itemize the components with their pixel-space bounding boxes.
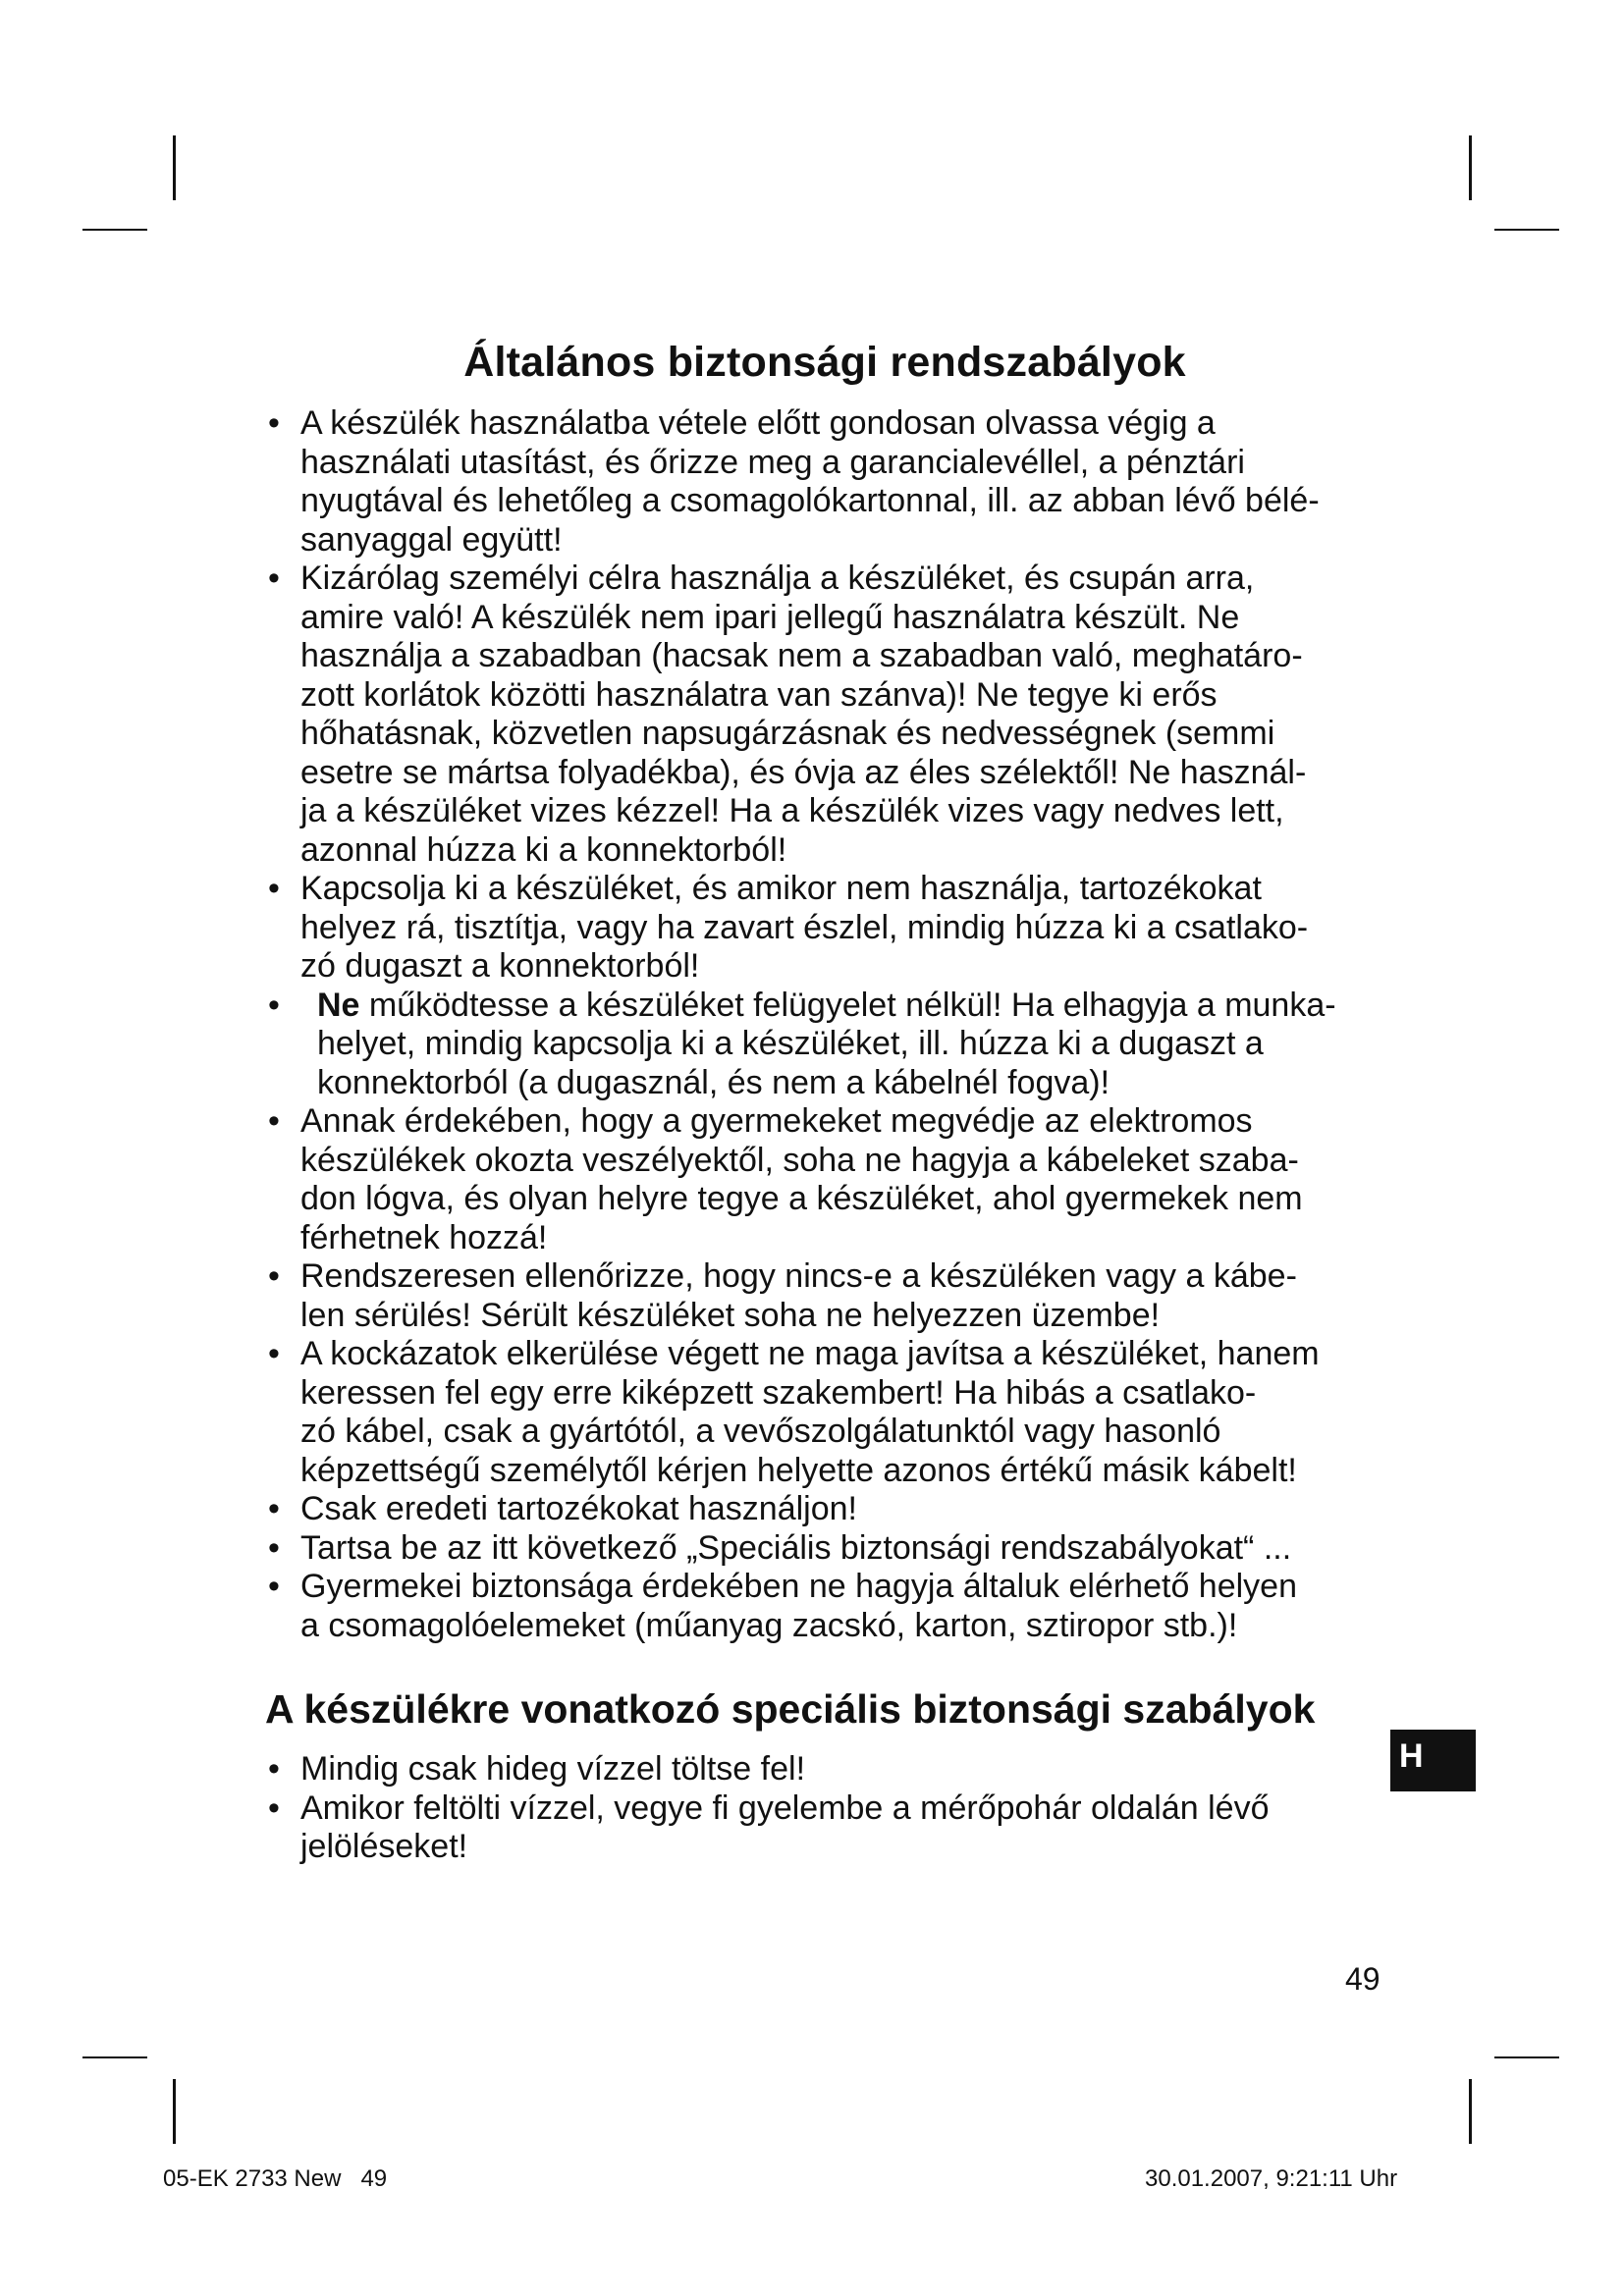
list-item: • Kapcsolja ki a készüléket, és amikor nem használja, tartozékokat helyez rá, tisztítja, vagy ha zavart észlel, mindig húzza ki a csatlako- zó dugaszt a konnektorból! [265, 870, 1384, 987]
special-safety-list [265, 1750, 1384, 1867]
list-item: • Csak eredeti tartozékokat használjon! [265, 1490, 1384, 1529]
general-safety-list [265, 404, 1384, 1645]
bold-lead: Ne [317, 986, 360, 1024]
language-tab-marker: H [1390, 1730, 1476, 1791]
list-item: • A készülék használatba vétele előtt gondosan olvassa végig a használati utasítást, és őrizze meg a garancialevéllel, a pénztári nyugtával és lehetőleg a csomagolókartonnal, ill. az abban lévő bélé- sanyaggal együtt! [265, 404, 1384, 560]
crop-mark [1469, 135, 1472, 200]
crop-mark [82, 229, 147, 231]
page-content [265, 339, 1384, 1867]
list-item: • Mindig csak hideg vízzel töltse fel! [265, 1750, 1384, 1789]
list-item: • A kockázatok elkerülése végett ne maga javítsa a készüléket, hanem keressen fel egy erre kiképzett szakembert! Ha hibás a csatlako- zó kábel, csak a gyártótól, a vevőszolgálatunktól vagy hasonló képzettségű személytől kérjen helyette azonos értékű másik kábelt! [265, 1335, 1384, 1490]
crop-mark [82, 2056, 147, 2058]
crop-mark [1494, 229, 1559, 231]
list-item: • Annak érdekében, hogy a gyermekeket megvédje az elektromos készülékek okozta veszélyektől, soha ne hagyja a kábeleket szaba- don lógva, és olyan helyre tegye a készüléket, ahol gyermekek nem férhetnek hozzá! [265, 1102, 1384, 1257]
section-title-special-safety: A készülékre vonatkozó speciális biztonsági szabályok [265, 1686, 1316, 1732]
crop-mark [173, 2079, 176, 2144]
list-item: • Rendszeresen ellenőrizze, hogy nincs-e a készüléken vagy a kábe- len sérülés! Sérült készüléket soha ne helyezzen üzembe! [265, 1257, 1384, 1335]
crop-mark [1494, 2056, 1559, 2058]
list-item: • Gyermekei biztonsága érdekében ne hagyja általuk elérhető helyen a csomagolóelemeket (műanyag zacskó, karton, sztiropor stb.)! [265, 1568, 1384, 1645]
list-item: • Kizárólag személyi célra használja a készüléket, és csupán arra, amire való! A készülék nem ipari jellegű használatra készült. Ne használja a szabadban (hacsak nem a szabadban való, meghatáro- zott korlátok közötti használatra van szánva)! Ne tegye ki erős hőhatásnak, közvetlen napsugárzásnak és nedvességnek (semmi esetre se mártsa folyadékba), és óvja az éles szélektől! Ne használ- ja a készüléket vizes kézzel! Ha a készülék vizes vagy nedves lett, azonnal húzza ki a konnektorból! [265, 560, 1384, 870]
footer-timestamp: 30.01.2007, 9:21:11 Uhr [1145, 2165, 1398, 2192]
list-item: • Tartsa be az itt következő „Speciális biztonsági rendszabályokat“ ... [265, 1529, 1384, 1569]
footer-file-info: 05-EK 2733 New 49 [163, 2165, 388, 2192]
list-item: • Ne működtesse a készüléket felügyelet nélkül! Ha elhagyja a munka- helyet, mindig kapcsolja ki a készüléket, ill. húzza ki a dugaszt a konnektorból (a dugasznál, és nem a kábelnél fogva)! [265, 987, 1384, 1103]
page-number: 49 [1345, 1961, 1380, 1997]
crop-mark [173, 135, 176, 200]
list-item: • Amikor feltölti vízzel, vegye fi gyelembe a mérőpohár oldalán lévő jelöléseket! [265, 1789, 1384, 1867]
crop-mark [1469, 2079, 1472, 2144]
section-title-general-safety: Általános biztonsági rendszabályok [463, 339, 1186, 386]
